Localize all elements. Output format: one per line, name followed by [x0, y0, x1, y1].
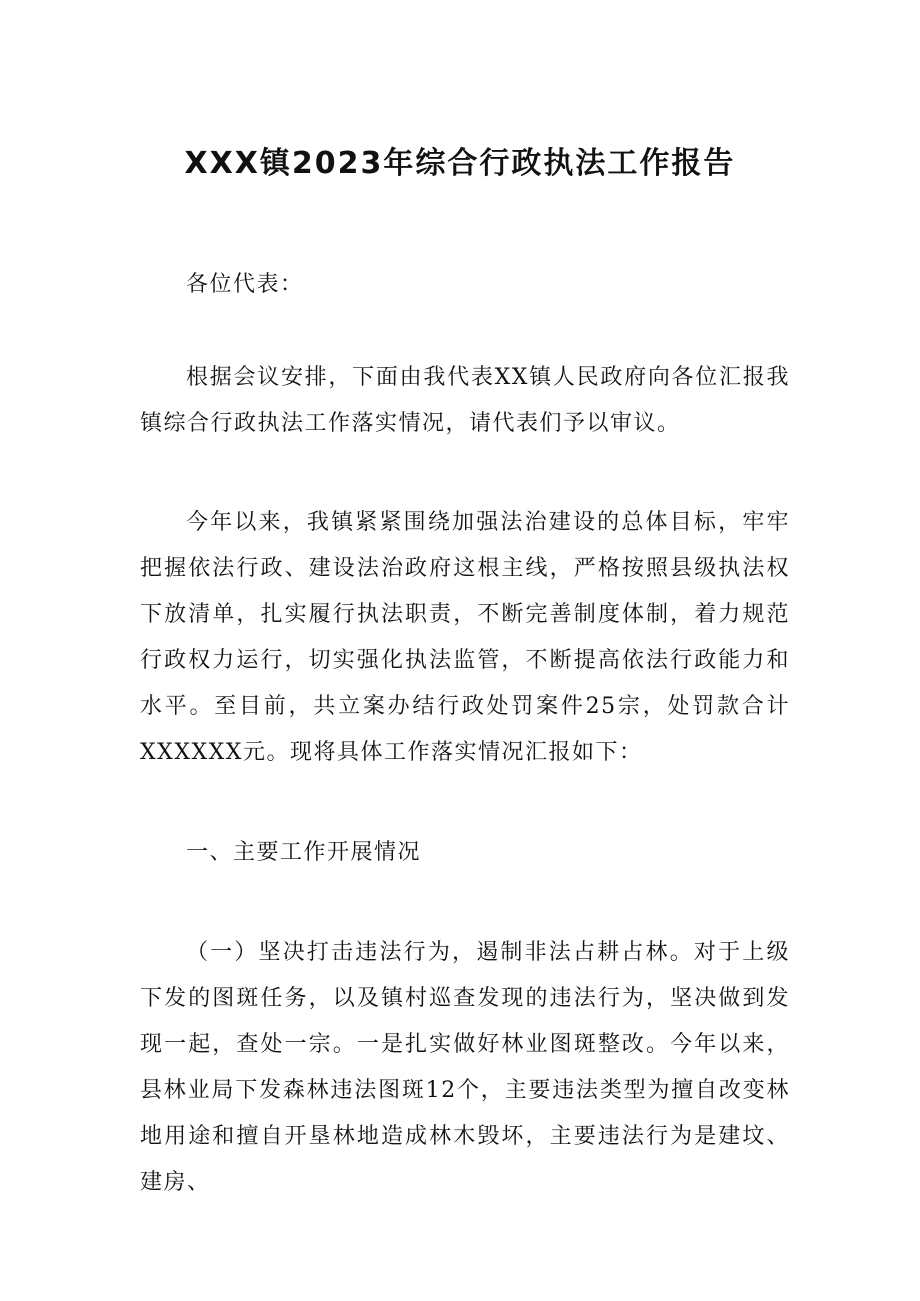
document-title: XXX镇2023年综合行政执法工作报告	[184, 146, 736, 181]
salutation: 各位代表：	[186, 272, 304, 297]
paragraph-meeting-arrangement: 根据会议安排，下面由我代表XX镇人民政府向各位汇报我镇综合行政执法工作落实情况，请代表们予以审议。	[140, 365, 790, 436]
paragraph-illegal-occupation: （一）坚决打击违法行为，遏制非法占耕占林。对于上级下发的图斑任务，以及镇村巡查发现的违法行为，坚决做到发现一起，查处一宗。一是扎实做好林业图斑整改。今年以来，县林业局下发森林违法图斑12个，主要违法类型为擅自改变林地用途和擅自开垦林地造成林木毁坏，主要违法行为是建坟、建房、	[140, 940, 790, 1195]
paragraph-overview: 今年以来，我镇紧紧围绕加强法治建设的总体目标，牢牢把握依法行政、建设法治政府这根主线，严格按照县级执法权下放清单，扎实履行执法职责，不断完善制度体制，着力规范行政权力运行，切实强化执法监管，不断提高依法行政能力和水平。至目前，共立案办结行政处罚案件25宗，处罚款合计XXXXXX元。现将具体工作落实情况汇报如下：	[140, 510, 790, 765]
section-heading-main-work: 一、主要工作开展情况	[186, 840, 422, 865]
